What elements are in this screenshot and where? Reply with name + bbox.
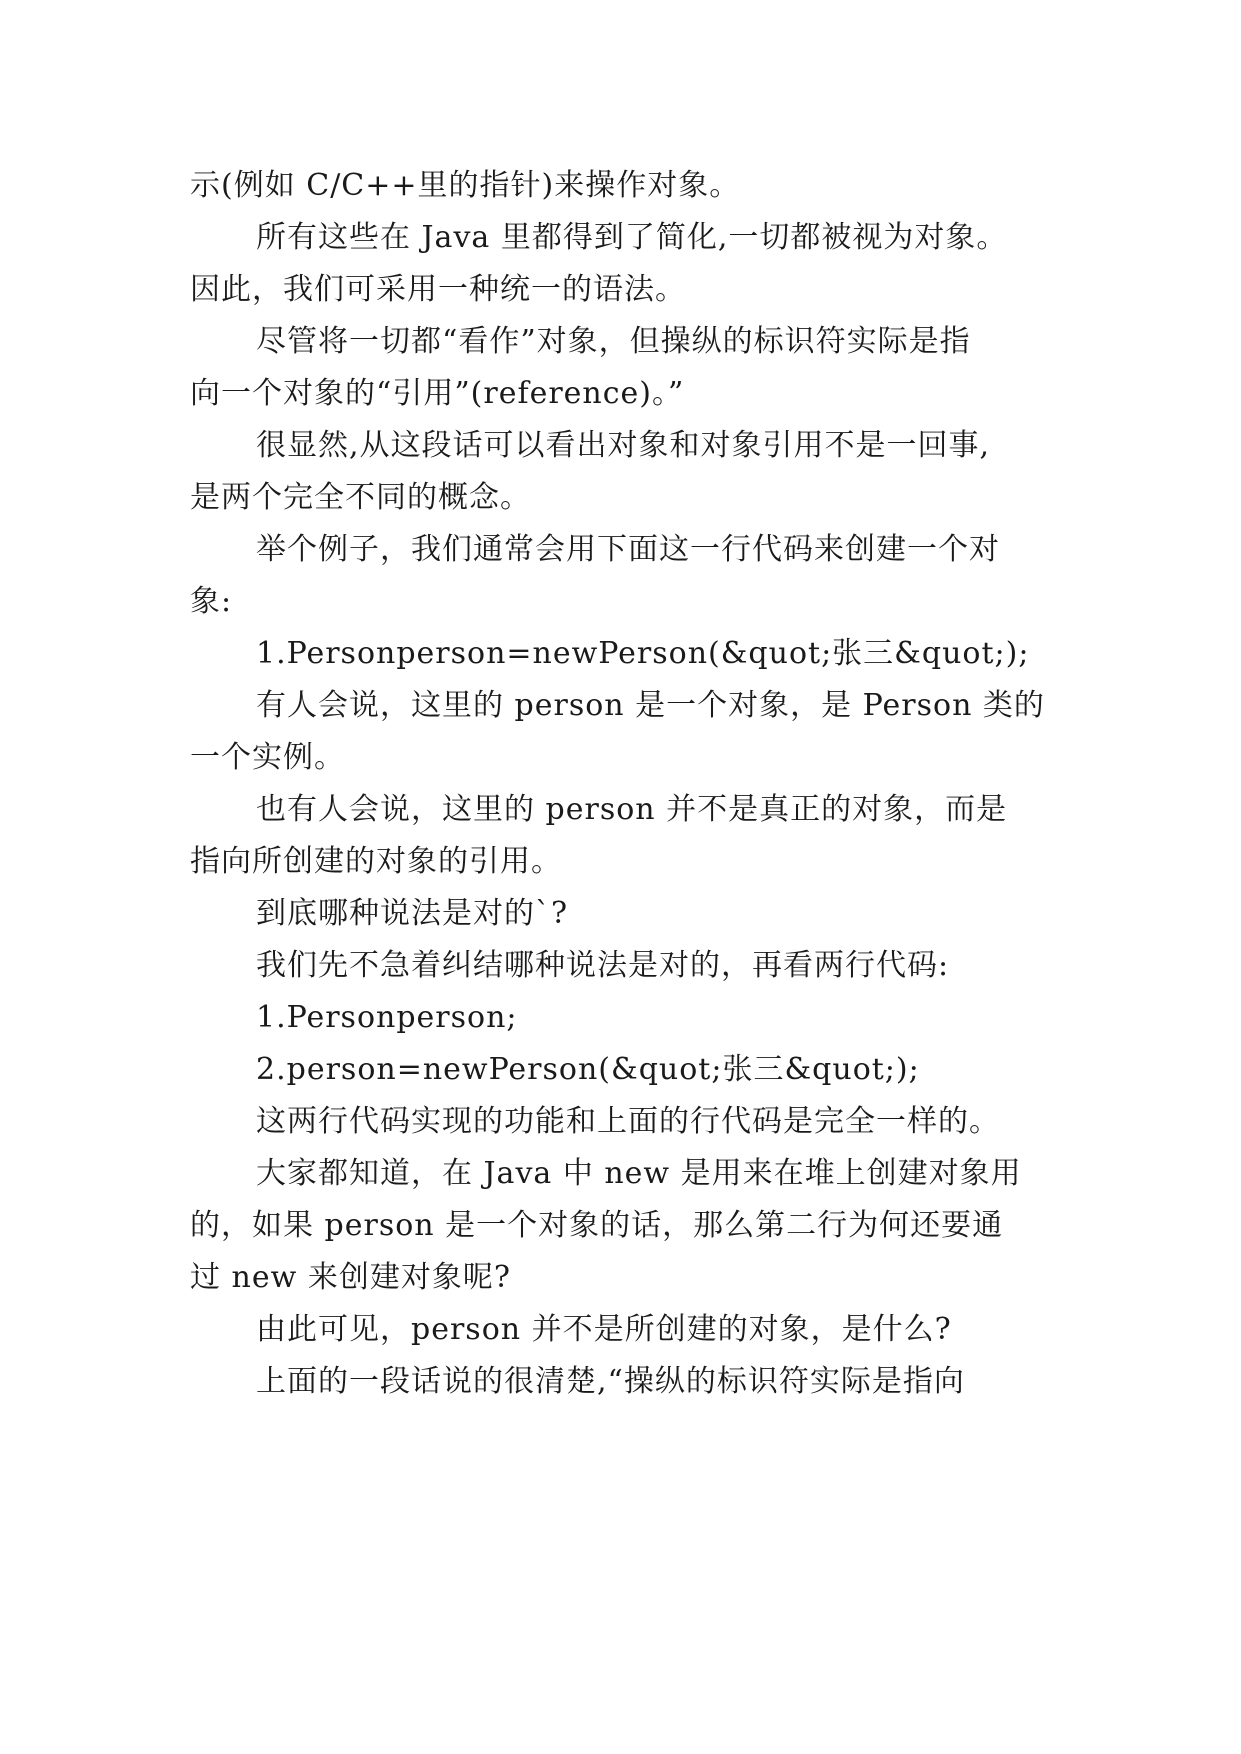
text-line: 的，如果 person 是一个对象的话，那么第二行为何还要通 xyxy=(190,1208,1004,1243)
text-line: 上面的一段话说的很清楚,“操纵的标识符实际是指向 xyxy=(256,1364,965,1399)
text-line: 象: xyxy=(190,584,233,619)
text-line: 过 new 来创建对象呢? xyxy=(190,1260,511,1295)
code-line: 2.person=newPerson(&quot;张三&quot;); xyxy=(256,1052,920,1087)
text-line: 这两行代码实现的功能和上面的行代码是完全一样的。 xyxy=(256,1104,1000,1139)
text-line: 到底哪种说法是对的`? xyxy=(256,896,569,931)
text-line: 是两个完全不同的概念。 xyxy=(190,480,531,515)
text-line: 大家都知道，在 Java 中 new 是用来在堆上创建对象用 xyxy=(256,1156,1022,1191)
text-line: 举个例子，我们通常会用下面这一行代码来创建一个对 xyxy=(256,532,1000,567)
text-line: 我们先不急着纠结哪种说法是对的，再看两行代码: xyxy=(256,948,950,983)
text-line: 很显然,从这段话可以看出对象和对象引用不是一回事, xyxy=(256,428,991,463)
text-line: 示(例如 C/C++里的指针)来操作对象。 xyxy=(190,168,741,203)
code-line: 1.Personperson=newPerson(&quot;张三&quot;); xyxy=(256,636,1030,671)
text-line: 所有这些在 Java 里都得到了简化,一切都被视为对象。 xyxy=(256,220,1008,255)
text-line: 指向所创建的对象的引用。 xyxy=(190,844,562,879)
text-line: 也有人会说，这里的 person 并不是真正的对象，而是 xyxy=(256,792,1008,827)
text-line: 因此，我们可采用一种统一的语法。 xyxy=(190,272,686,307)
text-line: 有人会说，这里的 person 是一个对象，是 Person 类的 xyxy=(256,688,1045,723)
text-line: 一个实例。 xyxy=(190,740,345,775)
code-line: 1.Personperson; xyxy=(256,1000,518,1035)
text-line: 向一个对象的“引用”(reference)。” xyxy=(190,376,685,411)
text-line: 由此可见，person 并不是所创建的对象，是什么? xyxy=(256,1312,952,1347)
text-line: 尽管将一切都“看作”对象，但操纵的标识符实际是指 xyxy=(256,324,971,359)
